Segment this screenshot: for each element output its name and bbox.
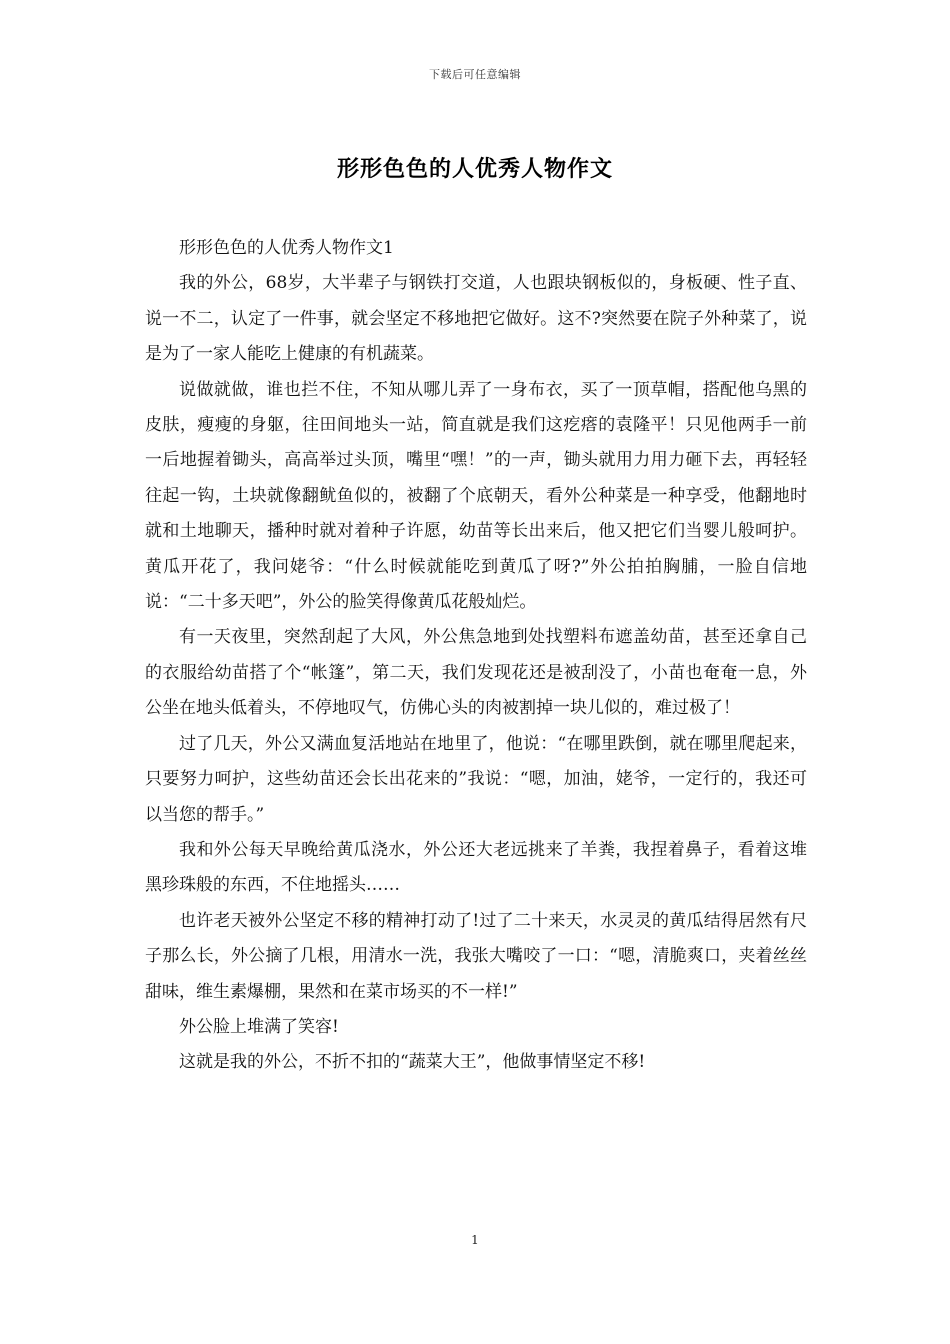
page-number: 1 (471, 1233, 479, 1247)
document-title: 形形色色的人优秀人物作文 (336, 156, 613, 182)
paragraph: 这就是我的外公，不折不扣的“蔬菜大王”，他做事情坚定不移! (179, 1052, 646, 1073)
paragraph: 说做就做，谁也拦不住，不知从哪儿弄了一身布衣，买了一顶草帽，搭配他乌黑的皮肤，瘦瘦的身躯，往田间地头一站，简直就是我们这疙瘩的袁隆平！只见他两手一前一后地握着锄头，高高举过头顶，嘴里“嘿！”的一声，锄头就用力用力砸下去，再轻轻往起一钩，土块就像翻鱿鱼似的，被翻了个底朝天，看外公种菜是一种享受，他翻地时就和土地聊天，播种时就对着种子许愿，幼苗等长出来后，他又把它们当婴儿般呵护。黄瓜开花了，我问姥爷：“什么时候就能吃到黄瓜了呀?”外公拍拍胸脯，一脸自信地说：“二十多天吧”，外公的脸笑得像黄瓜花般灿烂。 (145, 379, 807, 613)
paragraph: 有一天夜里，突然刮起了大风，外公焦急地到处找塑料布遮盖幼苗，甚至还拿自己的衣服给幼苗搭了个“帐篷”，第二天，我们发现花还是被刮没了，小苗也奄奄一息，外公坐在地头低着头，不停地叹气，仿佛心头的肉被割掉一块儿似的，难过极了！ (145, 627, 807, 719)
document-body (145, 231, 807, 1081)
paragraph: 外公脸上堆满了笑容! (179, 1016, 339, 1037)
paragraph: 我和外公每天早晚给黄瓜浇水，外公还大老远挑来了羊粪，我捏着鼻子，看着这堆黑珍珠般的东西，不住地摇头…… (145, 839, 807, 896)
paragraph: 我的外公，68岁，大半辈子与钢铁打交道，人也跟块钢板似的，身板硬、性子直、说一不二，认定了一件事，就会坚定不移地把它做好。这不?突然要在院子外种菜了，说是为了一家人能吃上健康的有机蔬菜。 (145, 273, 807, 365)
paragraph-subtitle: 形形色色的人优秀人物作文1 (179, 238, 394, 258)
header-note: 下载后可任意编辑 (429, 68, 521, 81)
paragraph: 过了几天，外公又满血复活地站在地里了，他说：“在哪里跌倒，就在哪里爬起来，只要努力呵护，这些幼苗还会长出花来的”我说：“嗯，加油，姥爷，一定行的，我还可以当您的帮手。” (145, 733, 807, 825)
paragraph: 也许老天被外公坚定不移的精神打动了!过了二十来天，水灵灵的黄瓜结得居然有尺子那么长，外公摘了几根，用清水一洗，我张大嘴咬了一口：“嗯，清脆爽口，夹着丝丝甜味，维生素爆棚，果然和在菜市场买的不一样!” (145, 910, 807, 1002)
